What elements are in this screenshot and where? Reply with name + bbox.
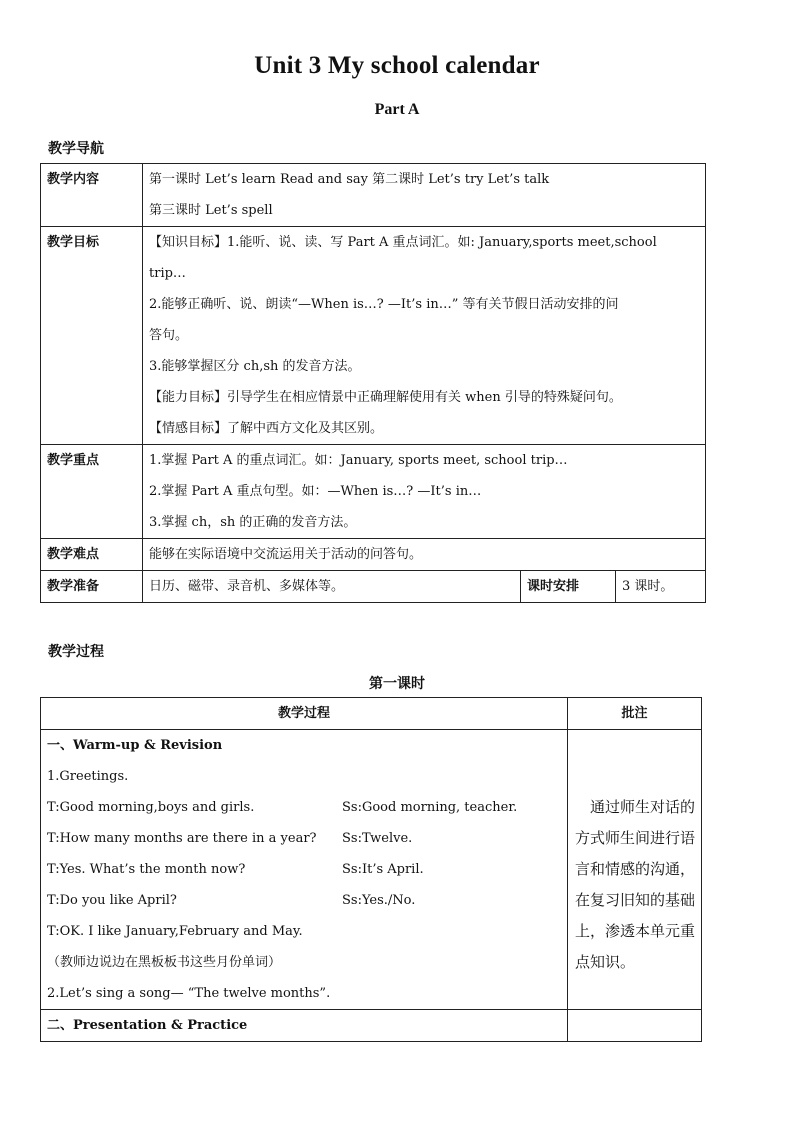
annotation-note: 通过师生对话的方式师生间进行语言和情感的沟通，在复习旧知的基础上，渗透本单元重点知识。 (568, 730, 702, 1010)
students-line: Ss:Good morning, teacher. (342, 800, 518, 815)
students-line: Ss:Yes./No. (342, 893, 416, 908)
teacher-line: T:Yes. What’s the month now? (47, 862, 246, 877)
goal-line: 3.能够掌握区分 ch,sh 的发音方法。 (149, 359, 361, 374)
teacher-line: T:Do you like April? (47, 893, 177, 908)
row-label-goals: 教学目标 (41, 227, 143, 445)
schedule-value: 3 课时。 (616, 571, 706, 603)
teaching-navigation-table (40, 163, 706, 603)
table-row (41, 164, 706, 227)
prep-cell: 日历、磁带、录音机、多媒体等。 (143, 571, 521, 603)
key-line: 3.掌握 ch，sh 的正确的发音方法。 (149, 515, 357, 530)
row-label-key: 教学重点 (41, 445, 143, 539)
table-row (41, 539, 706, 571)
section1-title: 一、Warm-up & Revision (47, 738, 223, 753)
row-label-prep: 教学准备 (41, 571, 143, 603)
table-row (41, 571, 706, 603)
dialogue-line (47, 854, 561, 885)
goal-line: 【知识目标】1.能听、说、读、写 Part A 重点词汇。如: January,sports meet,school (149, 235, 657, 250)
dialogue-line (47, 792, 561, 823)
ok-line: T:OK. I like January,February and May. (47, 924, 303, 939)
warmup-cell (41, 730, 568, 1010)
dialogue-line (47, 885, 561, 916)
row-label-difficulty: 教学难点 (41, 539, 143, 571)
goal-line: 2.能够正确听、说、朗读“—When is…? —It’s in…” 等有关节假日活动安排的问 (149, 297, 619, 312)
key-line: 1.掌握 Part A 的重点词汇。如：January, sports meet, school trip… (149, 453, 568, 468)
goal-line: 【情感目标】了解中西方文化及其区别。 (149, 421, 384, 436)
table-row (41, 445, 706, 539)
lesson-label: 第一课时 (369, 676, 425, 692)
goal-line: 【能力目标】引导学生在相应情景中正确理解使用有关 when 引导的特殊疑问句。 (149, 390, 622, 405)
table-row (41, 730, 702, 1010)
goals-cell (143, 227, 706, 445)
content-line: 第一课时 Let’s learn Read and say 第二课时 Let’s try Let’s talk (149, 172, 550, 187)
key-cell (143, 445, 706, 539)
greetings-line: 1.Greetings. (47, 769, 129, 784)
page-subtitle: Part A (374, 101, 420, 118)
dialogue-line (47, 823, 561, 854)
table-header-row (41, 698, 702, 730)
empty-note-cell (568, 1010, 702, 1042)
schedule-label: 课时安排 (521, 571, 616, 603)
students-line: Ss:It’s April. (342, 862, 424, 877)
row-label-content: 教学内容 (41, 164, 143, 227)
song-line: 2.Let’s sing a song— “The twelve months”. (47, 986, 331, 1001)
header-notes: 批注 (568, 698, 702, 730)
key-line: 2.掌握 Part A 重点句型。如：—When is…? —It’s in… (149, 484, 482, 499)
table-row (41, 1010, 702, 1042)
students-line: Ss:Twelve. (342, 831, 413, 846)
board-line: （教师边说边在黑板板书这些月份单词） (47, 955, 282, 970)
header-process: 教学过程 (41, 698, 568, 730)
goal-line: 答句。 (149, 328, 189, 343)
page-title: Unit 3 My school calendar (254, 52, 540, 79)
table-row (41, 227, 706, 445)
section2-title: 二、Presentation & Practice (41, 1010, 568, 1042)
difficulty-cell: 能够在实际语境中交流运用关于活动的问答句。 (143, 539, 706, 571)
teacher-line: T:How many months are there in a year? (47, 831, 317, 846)
teacher-line: T:Good morning,boys and girls. (47, 800, 255, 815)
goal-line: trip… (149, 266, 186, 281)
nav-section-label: 教学导航 (48, 141, 104, 157)
content-cell (143, 164, 706, 227)
process-section-label: 教学过程 (48, 644, 104, 660)
content-line: 第三课时 Let’s spell (149, 203, 273, 218)
teaching-process-table (40, 697, 702, 1042)
